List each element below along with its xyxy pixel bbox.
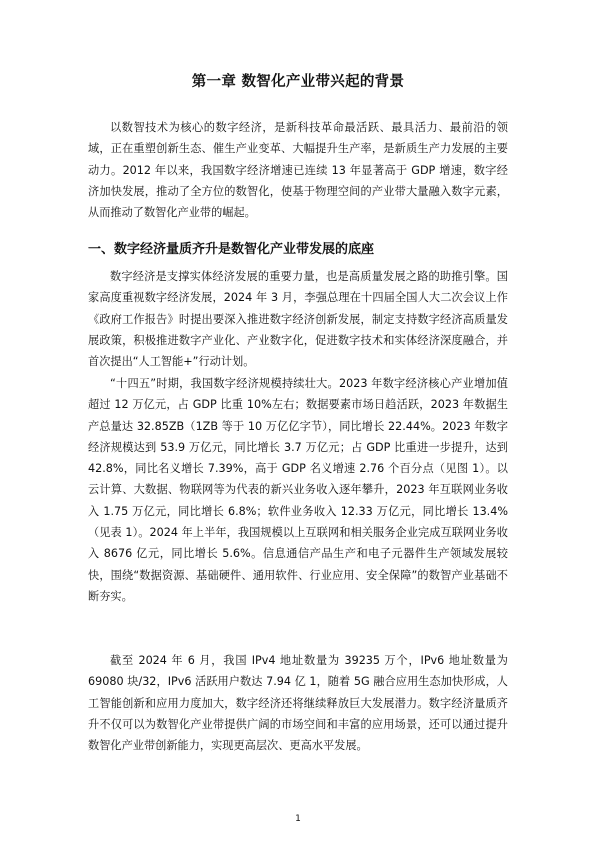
body-paragraph-3: 截至 2024 年 6 月，我国 IPv4 地址数量为 39235 万个，IPv6 地址数量为 69080 块/32，IPv6 活跃用户数达 7.94 亿 1，随着 5G 融合应用生态加快形成，人工智能创新和应用力度加大，数字经济还将继续释放巨大发展潜力。数字经济量质齐升不仅可以为数智化产业带提供广阔的市场空间和丰富的应用场景，还可以通过提升数智化产业带创新能力，实现更高层次、更高水平发展。 [88, 654, 508, 753]
body-paragraph-1: 数字经济是支撑实体经济发展的重要力量，也是高质量发展之路的助推引擎。国家高度重视数字经济发展，2024 年 3 月，李强总理在十四届全国人大二次会议上作《政府工作报告》时提出要深入推进数字经济创新发展，制定支持数字经济高质量发展政策，积极推进数字产业化、产业数字化，促进数字技术和实体经济深度融合，并首次提出“人工智能+”行动计划。 [88, 270, 508, 369]
body-paragraph-2: “十四五”时期，我国数字经济规模持续壮大。2023 年数字经济核心产业增加值超过 12 万亿元，占 GDP 比重 10%左右；数据要素市场日趋活跃，2023 年数据生产总量达 32.85ZB（1ZB 等于 10 万亿亿字节），同比增长 22.44%。2023 年数字经济规模达到 53.9 万亿元，同比增长 3.7 万亿元；占 GDP 比重进一步提升，达到 42.8%，同比名义增长 7.39%，高于 GDP 名义增速 2.76 个百分点（见图 1）。以云计算、大数据、物联网等为代表的新兴业务收入逐年攀升，2023 年互联网业务收入 1.75 万亿元，同比增长 6.8%；软件业务收入 12.33 万亿元，同比增长 13.4%（见表 1）。2024 年上半年，我国规模以上互联网和相关服务企业完成互联网业务收入 8676 亿元，同比增长 5.6%。信息通信产品生产和电子元器件生产领域发展较快，围绕“数据资源、基础硬件、通用软件、行业应用、安全保障”的数智产业基础不断夯实。 [88, 377, 508, 603]
intro-paragraph: 以数智技术为核心的数字经济，是新科技革命最活跃、最具活力、最前沿的领域，正在重塑创新生态、催生产业变革、大幅提升生产率，是新质生产力发展的主要动力。2012 年以来，我国数字经济增速已连续 13 年显著高于 GDP 增速，数字经济加快发展，推动了全方位的数智化，使基于物理空间的产业带大量融入数字元素，从而推动了数智化产业带的崛起。 [88, 121, 508, 220]
page-number: 1 [295, 814, 301, 824]
section-title: 一、数字经济量质齐升是数智化产业带发展的底座 [88, 242, 375, 257]
chapter-title: 第一章 数智化产业带兴起的背景 [191, 74, 405, 90]
